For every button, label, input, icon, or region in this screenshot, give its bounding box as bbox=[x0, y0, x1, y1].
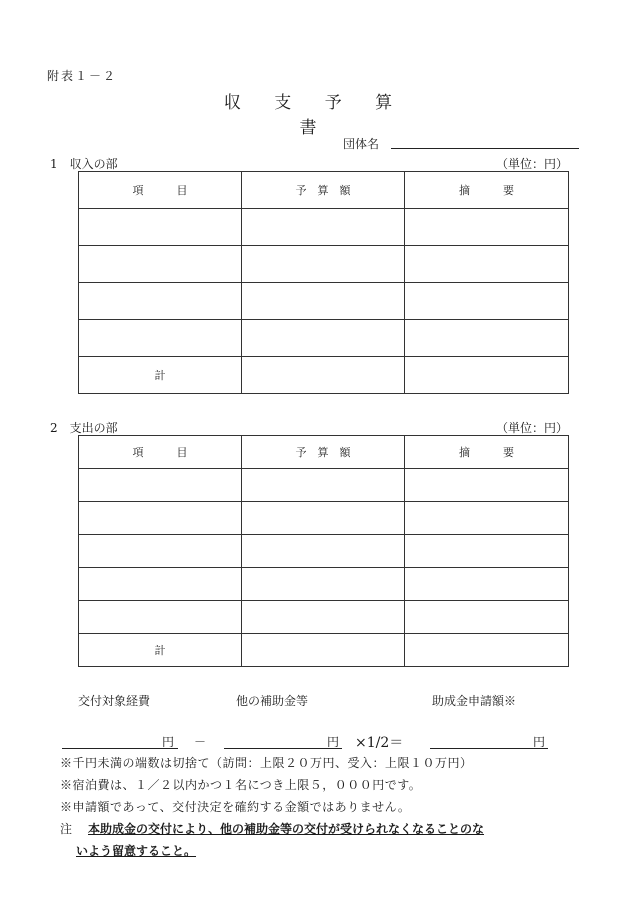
requested-amount-yen: 円 bbox=[533, 735, 546, 749]
table-cell[interactable] bbox=[405, 502, 569, 535]
note-application: ※申請額であって、交付決定を確約する金額ではありません。 bbox=[60, 800, 411, 814]
note-rounding: ※千円未満の端数は切捨て（訪問：上限２０万円、受入：上限１０万円） bbox=[60, 756, 473, 770]
expense-col-summary: 摘 要 bbox=[405, 436, 569, 469]
income-total-budget[interactable] bbox=[242, 357, 405, 394]
table-cell[interactable] bbox=[405, 209, 569, 246]
minus-sign: － bbox=[194, 735, 207, 749]
table-row[interactable] bbox=[79, 502, 569, 535]
table-cell[interactable] bbox=[405, 469, 569, 502]
table-cell[interactable] bbox=[79, 568, 242, 601]
table-cell[interactable] bbox=[79, 246, 242, 283]
table-row[interactable] bbox=[79, 283, 569, 320]
table-cell[interactable] bbox=[405, 568, 569, 601]
table-row[interactable] bbox=[79, 209, 569, 246]
table-row[interactable] bbox=[79, 568, 569, 601]
requested-amount-field[interactable] bbox=[430, 748, 548, 749]
org-name-field[interactable] bbox=[391, 148, 579, 149]
org-name-label: 団体名 bbox=[343, 137, 380, 151]
table-cell[interactable] bbox=[242, 246, 405, 283]
note-lodging: ※宿泊費は、１／２以内かつ１名につき上限５，０００円です。 bbox=[60, 778, 422, 792]
other-subsidy-label: 他の補助金等 bbox=[236, 694, 309, 708]
expense-section-heading: 2 支出の部 bbox=[50, 421, 118, 435]
income-col-budget: 予 算 額 bbox=[242, 172, 405, 209]
expense-unit-label: （単位：円） bbox=[495, 421, 568, 435]
expense-total-label: 計 bbox=[79, 634, 242, 667]
table-cell[interactable] bbox=[79, 535, 242, 568]
table-cell[interactable] bbox=[79, 601, 242, 634]
income-total-row bbox=[79, 357, 569, 394]
table-cell[interactable] bbox=[79, 469, 242, 502]
eligible-cost-field[interactable] bbox=[62, 748, 178, 749]
income-section-heading: 1 収入の部 bbox=[50, 157, 118, 171]
expense-header-row bbox=[79, 436, 569, 469]
income-unit-label: （単位：円） bbox=[495, 157, 568, 171]
eligible-cost-label: 交付対象経費 bbox=[78, 694, 151, 708]
table-row[interactable] bbox=[79, 246, 569, 283]
table-cell[interactable] bbox=[405, 601, 569, 634]
expense-total-summary[interactable] bbox=[405, 634, 569, 667]
table-row[interactable] bbox=[79, 320, 569, 357]
table-cell[interactable] bbox=[242, 320, 405, 357]
expense-table bbox=[78, 435, 569, 667]
requested-amount-label: 助成金申請額※ bbox=[432, 694, 517, 708]
attachment-number: 附表１－２ bbox=[47, 69, 118, 83]
income-total-label: 計 bbox=[79, 357, 242, 394]
expense-col-item: 項 目 bbox=[79, 436, 242, 469]
table-cell[interactable] bbox=[242, 568, 405, 601]
table-cell[interactable] bbox=[405, 320, 569, 357]
table-cell[interactable] bbox=[242, 535, 405, 568]
eligible-cost-yen: 円 bbox=[162, 735, 175, 749]
income-col-item: 項 目 bbox=[79, 172, 242, 209]
table-cell[interactable] bbox=[79, 320, 242, 357]
other-subsidy-yen: 円 bbox=[327, 735, 340, 749]
table-cell[interactable] bbox=[242, 469, 405, 502]
table-cell[interactable] bbox=[242, 502, 405, 535]
table-cell[interactable] bbox=[405, 283, 569, 320]
caution-line-2: いよう留意すること。 bbox=[76, 844, 197, 858]
page-title: 収 支 予 算 書 bbox=[223, 93, 407, 138]
expense-col-budget: 予 算 額 bbox=[242, 436, 405, 469]
table-row[interactable] bbox=[79, 535, 569, 568]
table-cell[interactable] bbox=[79, 502, 242, 535]
other-subsidy-field[interactable] bbox=[224, 748, 342, 749]
times-half-operator: ×1/2＝ bbox=[355, 735, 404, 751]
table-row[interactable] bbox=[79, 601, 569, 634]
table-cell[interactable] bbox=[242, 283, 405, 320]
table-cell[interactable] bbox=[242, 601, 405, 634]
caution-prefix: 注 bbox=[60, 822, 73, 836]
caution-line-1: 本助成金の交付により、他の補助金等の交付が受けられなくなることのな bbox=[88, 822, 485, 836]
income-table bbox=[78, 171, 569, 394]
caution-note bbox=[60, 818, 484, 862]
income-header-row bbox=[79, 172, 569, 209]
expense-total-row bbox=[79, 634, 569, 667]
table-cell[interactable] bbox=[79, 283, 242, 320]
table-cell[interactable] bbox=[405, 535, 569, 568]
table-cell[interactable] bbox=[242, 209, 405, 246]
income-total-summary[interactable] bbox=[405, 357, 569, 394]
income-col-summary: 摘 要 bbox=[405, 172, 569, 209]
expense-total-budget[interactable] bbox=[242, 634, 405, 667]
table-row[interactable] bbox=[79, 469, 569, 502]
table-cell[interactable] bbox=[79, 209, 242, 246]
table-cell[interactable] bbox=[405, 246, 569, 283]
